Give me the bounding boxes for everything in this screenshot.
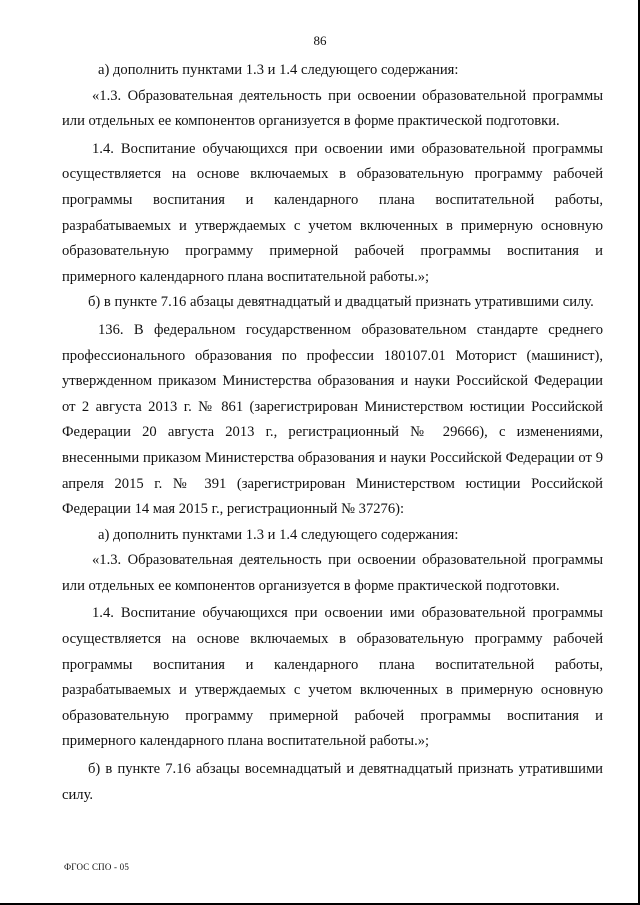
paragraph-b-second: б) в пункте 7.16 абзацы восемнадцатый и девятнадцатый признать утратившими силу. [62, 761, 603, 803]
paragraph-clause-1-3-first: «1.3. Образовательная деятельность при освоении образовательной программы или отдельных ее компонентов организуется в форме практической подготовки. [62, 87, 603, 130]
paragraph-a-first: а) дополнить пунктами 1.3 и 1.4 следующего содержания: [98, 62, 459, 78]
paragraph-clause-1-3-second: «1.3. Образовательная деятельность при освоении образовательной программы или отдельных ее компонентов организуется в форме практической подготовки. [62, 552, 603, 594]
paragraph-item-136: 136. В федеральном государственном образовательном стандарте среднего профессионального образования по профессии 180107.01 Моторист (машинист), утвержденном приказом Министерства образования и науки Российской Федерации от 2 августа 2013 г. № 861 (зарегистрирован Министерством юстиции Российской Федерации 20 августа 2013 г., регистрационный № 29666), с изменениями, внесенными приказом Министерства образования и науки Российской Федерации от 9 апреля 2015 г. № 391 (зарегистрирован Министерством юстиции Российской Федерации 14 мая 2015 г., регистрационный № 37276): [62, 321, 603, 518]
page-number: 86 [313, 33, 327, 48]
paragraph-clause-1-4-second: 1.4. Воспитание обучающихся при освоении ими образовательной программы осуществляется на основе включаемых в образовательную программу рабочей программы воспитания и календарного плана воспитательной работы, разрабатываемых и утверждаемых с учетом включенных в примерную основную образовательную программу примерной рабочей программы воспитания и примерного календарного плана воспитательной работы.»; [62, 605, 603, 750]
document-code-footer: ФГОС СПО - 05 [64, 862, 130, 872]
document-body [62, 58, 603, 808]
paragraph-b-first: б) в пункте 7.16 абзацы девятнадцатый и двадцатый признать утратившими силу. [88, 294, 594, 311]
paragraph-clause-1-4-first: 1.4. Воспитание обучающихся при освоении ими образовательной программы осуществляется на основе включаемых в образовательную программу рабочей программы воспитания и календарного плана воспитательной работы, разрабатываемых и утверждаемых с учетом включенных в примерную основную образовательную программу примерной рабочей программы воспитания и примерного календарного плана воспитательной работы.»; [62, 140, 603, 285]
paragraph-a-second: а) дополнить пунктами 1.3 и 1.4 следующего содержания: [98, 526, 459, 543]
